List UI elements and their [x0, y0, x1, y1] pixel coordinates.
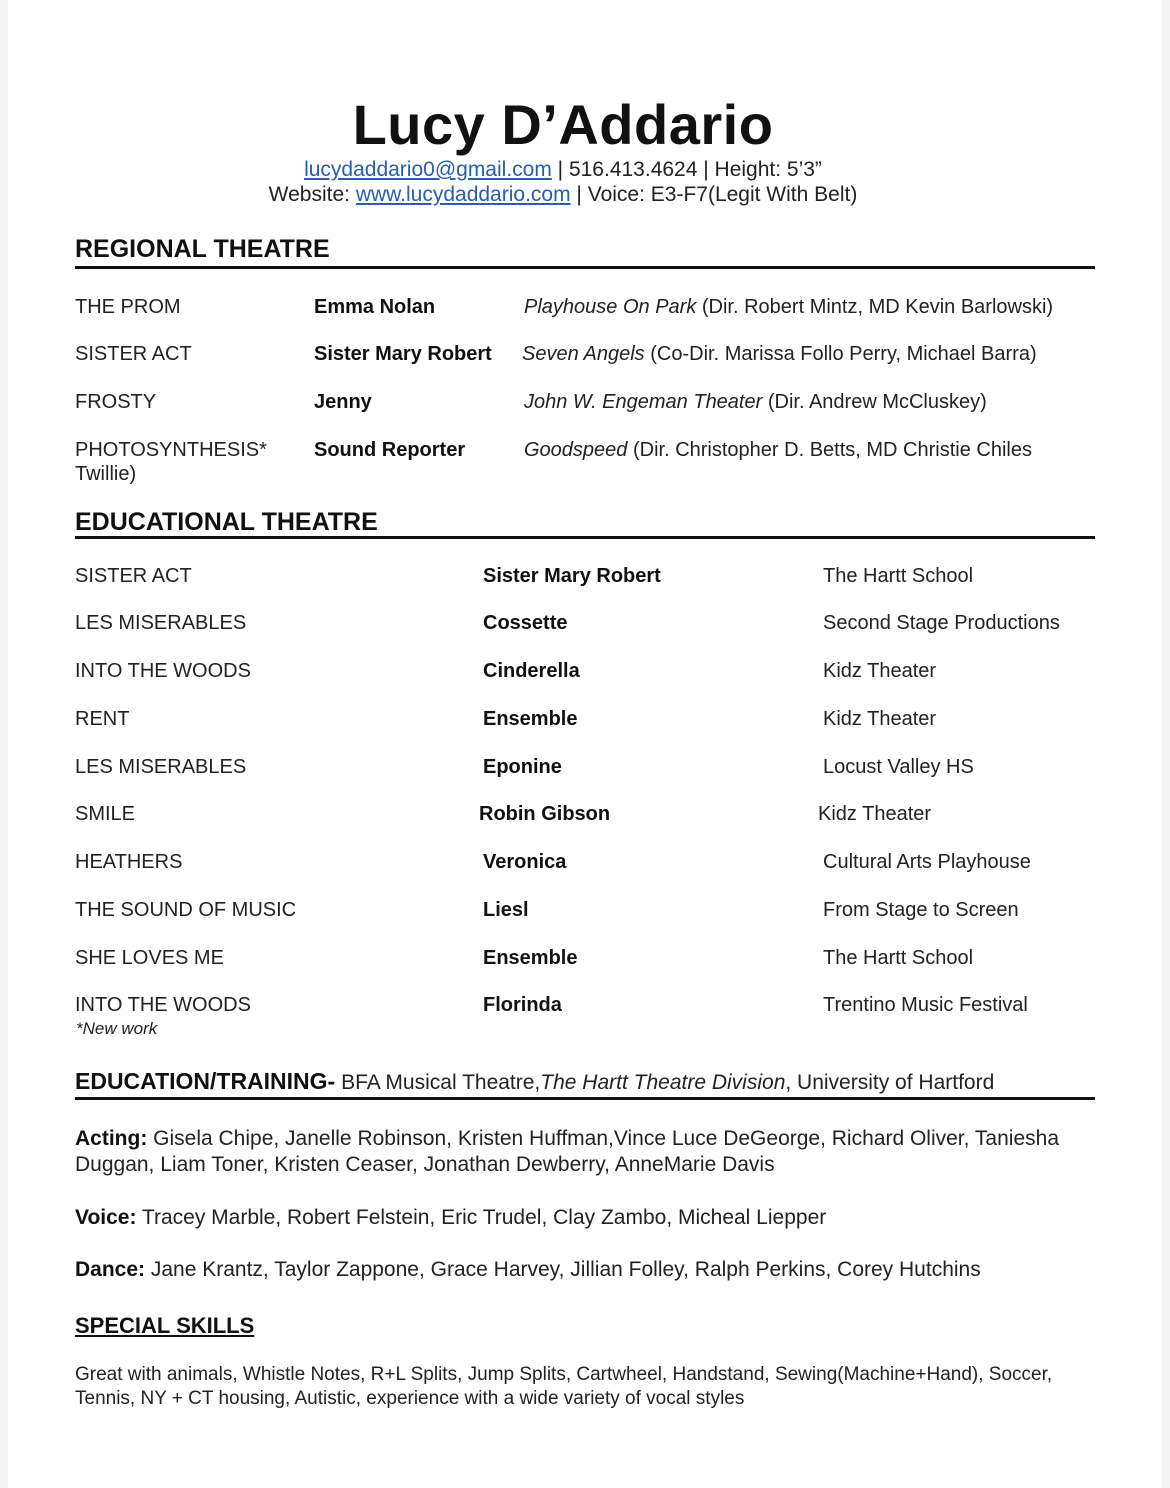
voice-range: | Voice: E3-F7(Legit With Belt) [570, 183, 858, 206]
edu-role: Robin Gibson [479, 803, 611, 825]
regional-credit [524, 391, 987, 414]
voice-training [75, 1205, 1095, 1231]
edu-show: HEATHERS [75, 851, 183, 873]
edu-role: Ensemble [483, 947, 578, 969]
acting-label: Acting: [75, 1127, 148, 1150]
new-work-footnote: *New work [76, 1019, 158, 1038]
regional-credit [524, 296, 1053, 319]
regional-venue: John W. Engeman Theater [524, 391, 763, 413]
dance-teachers: Jane Krantz, Taylor Zappone, Grace Harvey, Jillian Folley, Ralph Perkins, Corey Hutchins [145, 1258, 981, 1281]
education-heading-line [75, 1068, 994, 1095]
website-link[interactable]: www.lucydaddario.com [355, 183, 571, 206]
special-skills-text: Great with animals, Whistle Notes, R+L Splits, Jump Splits, Cartwheel, Handstand, Sewing(Machine+Hand), Soccer, Tennis, NY + CT housing, Autistic, experience with a wide variety of vocal styles [75, 1364, 1053, 1409]
phone-height: | 516.413.4624 | Height: 5’3” [551, 158, 822, 181]
edu-show: INTO THE WOODS [75, 660, 251, 682]
edu-venue: Trentino Music Festival [823, 994, 1028, 1016]
edu-venue: Kidz Theater [823, 708, 937, 730]
regional-role: Sound Reporter [314, 439, 466, 461]
educational-theatre-heading: EDUCATIONAL THEATRE [75, 508, 378, 536]
regional-role: Emma Nolan [314, 296, 436, 318]
regional-details: (Dir. Christopher D. Betts, MD Christie Chiles [627, 439, 1032, 461]
regional-credit [522, 343, 1037, 366]
regional-details: (Co-Dir. Marissa Follo Perry, Michael Barra) [644, 343, 1037, 365]
regional-role: Jenny [314, 391, 372, 413]
special-skills-heading: SPECIAL SKILLS [75, 1313, 255, 1338]
university: , University of Hartford [785, 1071, 995, 1094]
edu-show: SMILE [75, 803, 136, 825]
acting-training [75, 1126, 1075, 1178]
regional-role: Sister Mary Robert [314, 343, 492, 365]
regional-venue: Goodspeed [524, 439, 628, 461]
edu-venue: The Hartt School [823, 947, 974, 969]
regional-details: (Dir. Robert Mintz, MD Kevin Barlowski) [696, 296, 1054, 318]
regional-show: SISTER ACT [75, 343, 192, 365]
voice-label: Voice: [75, 1206, 137, 1229]
edu-role: Eponine [483, 756, 562, 778]
edu-show: SHE LOVES ME [75, 947, 224, 969]
email-link[interactable]: lucydaddario0@gmail.com [304, 158, 552, 181]
edu-venue: Kidz Theater [818, 803, 932, 825]
regional-show: PHOTOSYNTHESIS* [75, 439, 267, 461]
regional-credit [524, 439, 1032, 462]
edu-role: Cossette [483, 612, 568, 634]
edu-venue: From Stage to Screen [823, 899, 1019, 921]
section-divider [75, 266, 1095, 269]
section-divider [75, 536, 1095, 539]
acting-teachers: Gisela Chipe, Janelle Robinson, Kristen Huffman,Vince Luce DeGeorge, Richard Oliver, Taniesha Duggan, Liam Toner, Kristen Ceaser, Jonathan Dewberry, AnneMarie Davis [75, 1127, 1059, 1176]
website-label: Website: [268, 183, 356, 206]
dance-training [75, 1257, 1095, 1283]
education-training-heading: EDUCATION/TRAINING- [75, 1068, 336, 1094]
edu-show: LES MISERABLES [75, 612, 247, 634]
regional-venue: Playhouse On Park [524, 296, 697, 318]
edu-role: Liesl [483, 899, 529, 921]
contact-line-2 [8, 183, 1118, 207]
edu-venue: Locust Valley HS [823, 756, 974, 778]
voice-teachers: Tracey Marble, Robert Felstein, Eric Trudel, Clay Zambo, Micheal Liepper [136, 1206, 827, 1229]
edu-show: THE SOUND OF MUSIC [75, 899, 297, 921]
regional-show: FROSTY [75, 391, 157, 413]
edu-show: LES MISERABLES [75, 756, 247, 778]
edu-show: SISTER ACT [75, 565, 192, 587]
edu-show: INTO THE WOODS [75, 994, 251, 1016]
edu-venue: Second Stage Productions [823, 612, 1060, 634]
dance-label: Dance: [75, 1258, 146, 1281]
section-divider [75, 1097, 1095, 1100]
edu-role: Sister Mary Robert [483, 565, 661, 587]
edu-role: Cinderella [483, 660, 580, 682]
contact-line-1 [8, 158, 1118, 182]
resume-name: Lucy D’Addario [352, 93, 774, 156]
regional-theatre-heading: REGIONAL THEATRE [75, 235, 330, 263]
resume-page [8, 0, 1162, 1488]
degree: BFA Musical Theatre, [335, 1071, 541, 1094]
edu-show: RENT [75, 708, 130, 730]
edu-role: Florinda [483, 994, 562, 1016]
regional-details: (Dir. Andrew McCluskey) [762, 391, 987, 413]
edu-role: Veronica [483, 851, 567, 873]
school-name: The Hartt Theatre Division [540, 1071, 786, 1094]
regional-show: THE PROM [75, 296, 181, 318]
edu-role: Ensemble [483, 708, 578, 730]
regional-venue: Seven Angels [522, 343, 645, 365]
edu-venue: Kidz Theater [823, 660, 937, 682]
edu-venue: The Hartt School [823, 565, 974, 587]
edu-venue: Cultural Arts Playhouse [823, 851, 1031, 873]
regional-show-continued: Twillie) [75, 463, 137, 485]
